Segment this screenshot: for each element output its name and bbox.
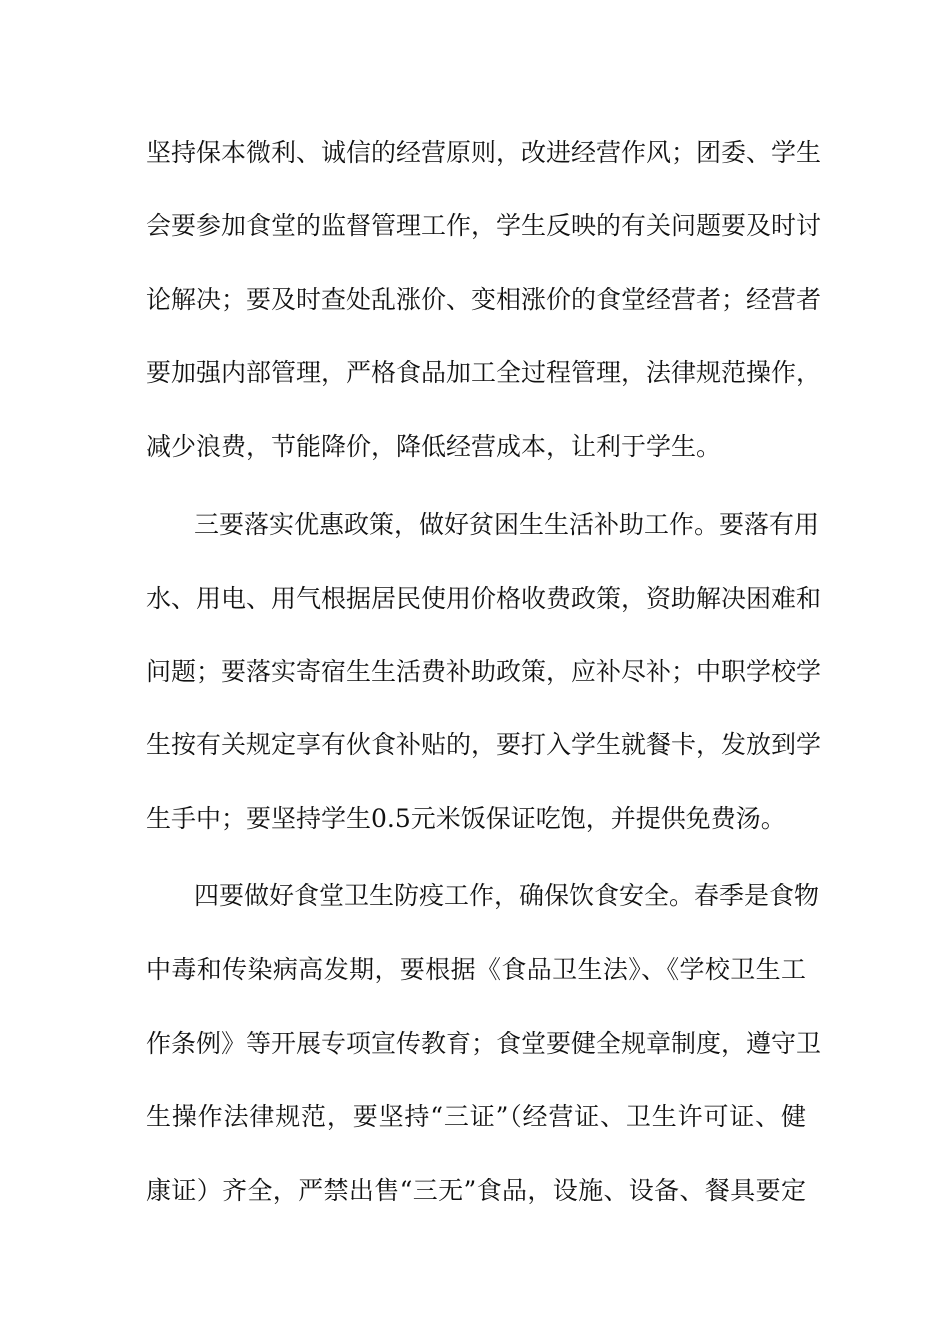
paragraph-4-first-line: 四要做好食堂卫生防疫工作，确保饮食安全。春季是食物 <box>194 881 820 910</box>
text-line-13: 作条例》等开展专项宣传教育；食堂要健全规章制度，遵守卫 <box>146 1029 822 1058</box>
text-line-1: 坚持保本微利、诚信的经营原则，改进经营作风；团委、学生 <box>146 138 822 167</box>
text-line-9: 生按有关规定享有伙食补贴的，要打入学生就餐卡，发放到学 <box>146 730 822 759</box>
text-line-3: 论解决；要及时查处乱涨价、变相涨价的食堂经营者；经营者 <box>146 285 822 314</box>
text-line-12: 中毒和传染病高发期，要根据《食品卫生法》、《学校卫生工 <box>146 955 806 984</box>
paragraph-3-first-line: 三要落实优惠政策，做好贫困生生活补助工作。要落有用 <box>194 510 820 539</box>
text-line-7: 水、用电、用气根据居民使用价格收费政策，资助解决困难和 <box>146 584 822 613</box>
text-line-15: 康证）齐全，严禁出售“三无”食品，设施、设备、餐具要定 <box>146 1176 806 1205</box>
text-line-2: 会要参加食堂的监督管理工作，学生反映的有关问题要及时讨 <box>146 211 822 240</box>
text-line-5: 减少浪费，节能降价，降低经营成本，让利于学生。 <box>146 432 722 461</box>
text-line-4: 要加强内部管理，严格食品加工全过程管理，法律规范操作， <box>146 358 822 387</box>
text-line-8: 问题；要落实寄宿生生活费补助政策，应补尽补；中职学校学 <box>146 657 822 686</box>
text-line-10: 生手中；要坚持学生0.5元米饭保证吃饱，并提供免费汤。 <box>146 804 786 833</box>
text-line-14: 生操作法律规范，要坚持“三证”（经营证、卫生许可证、健 <box>146 1102 806 1131</box>
